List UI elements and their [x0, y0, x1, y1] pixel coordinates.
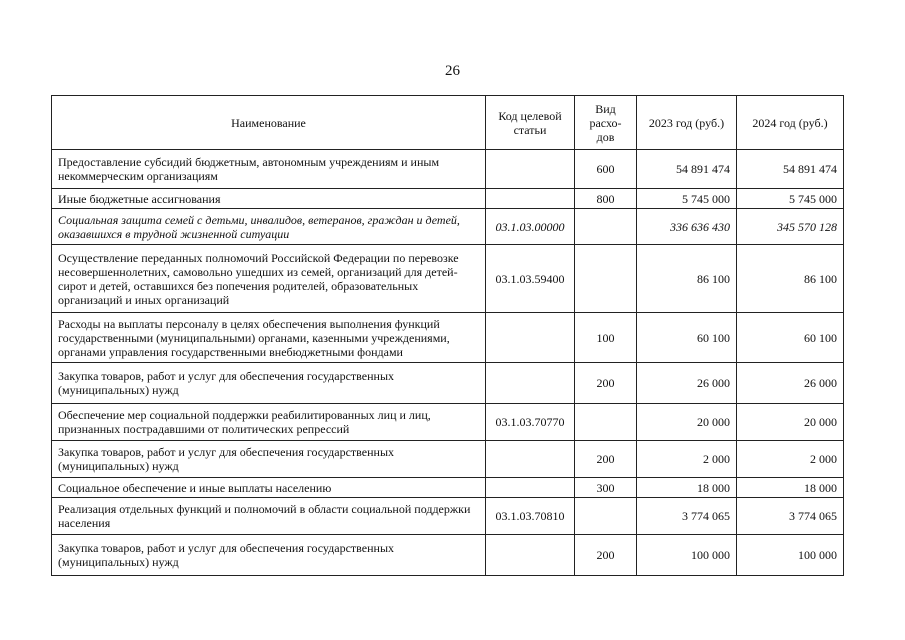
row-amount-2024: 345 570 128 [737, 209, 844, 245]
row-amount-2024: 86 100 [737, 245, 844, 313]
row-amount-2024: 2 000 [737, 441, 844, 478]
row-amount-2023: 5 745 000 [637, 189, 737, 209]
row-code: 03.1.03.70810 [486, 498, 575, 535]
row-code: 03.1.03.59400 [486, 245, 575, 313]
row-amount-2024: 54 891 474 [737, 150, 844, 189]
page-number: 26 [445, 63, 460, 79]
row-amount-2024: 18 000 [737, 478, 844, 498]
row-amount-2023: 20 000 [637, 404, 737, 441]
table-row [52, 209, 844, 245]
row-expense-type: 300 [575, 478, 637, 498]
row-amount-2023: 336 636 430 [637, 209, 737, 245]
header-code: Код целевой статьи [486, 96, 575, 150]
table-row [52, 498, 844, 535]
table-row [52, 189, 844, 209]
row-code [486, 189, 575, 209]
row-name: Закупка товаров, работ и услуг для обеспечения государственных (муниципальных) нужд [52, 441, 486, 478]
table-row [52, 535, 844, 576]
header-type: Вид расхо-дов [575, 96, 637, 150]
table-row [52, 245, 844, 313]
row-expense-type [575, 209, 637, 245]
row-name: Расходы на выплаты персоналу в целях обеспечения выполнения функций государственными (муниципальными) органами, казенными учреждениями, органами управления государственными внебюджетными фондами [52, 313, 486, 363]
table-row [52, 363, 844, 404]
row-name: Иные бюджетные ассигнования [52, 189, 486, 209]
header-2024: 2024 год (руб.) [737, 96, 844, 150]
row-amount-2023: 86 100 [637, 245, 737, 313]
header-name: Наименование [52, 96, 486, 150]
table-row [52, 441, 844, 478]
table-row [52, 404, 844, 441]
row-expense-type [575, 404, 637, 441]
header-row [52, 96, 844, 150]
table-row [52, 313, 844, 363]
row-code [486, 313, 575, 363]
budget-table [51, 95, 844, 576]
row-amount-2023: 60 100 [637, 313, 737, 363]
row-name: Закупка товаров, работ и услуг для обеспечения государственных (муниципальных) нужд [52, 535, 486, 576]
header-2023: 2023 год (руб.) [637, 96, 737, 150]
row-amount-2024: 5 745 000 [737, 189, 844, 209]
row-name: Закупка товаров, работ и услуг для обеспечения государственных (муниципальных) нужд [52, 363, 486, 404]
row-expense-type: 200 [575, 363, 637, 404]
row-amount-2024: 26 000 [737, 363, 844, 404]
row-code [486, 363, 575, 404]
row-amount-2024: 20 000 [737, 404, 844, 441]
row-expense-type: 100 [575, 313, 637, 363]
row-code [486, 535, 575, 576]
row-code [486, 150, 575, 189]
row-amount-2023: 26 000 [637, 363, 737, 404]
table-row [52, 150, 844, 189]
row-amount-2024: 3 774 065 [737, 498, 844, 535]
row-expense-type: 600 [575, 150, 637, 189]
row-code: 03.1.03.70770 [486, 404, 575, 441]
row-amount-2024: 100 000 [737, 535, 844, 576]
row-amount-2024: 60 100 [737, 313, 844, 363]
row-expense-type [575, 498, 637, 535]
row-expense-type: 200 [575, 535, 637, 576]
row-expense-type: 800 [575, 189, 637, 209]
row-name: Предоставление субсидий бюджетным, автономным учреждениям и иным некоммерческим организациям [52, 150, 486, 189]
row-expense-type [575, 245, 637, 313]
row-code [486, 478, 575, 498]
table-body [52, 150, 844, 576]
row-amount-2023: 54 891 474 [637, 150, 737, 189]
row-code [486, 441, 575, 478]
row-name: Обеспечение мер социальной поддержки реабилитированных лиц и лиц, признанных пострадавшими от политических репрессий [52, 404, 486, 441]
row-expense-type: 200 [575, 441, 637, 478]
row-amount-2023: 18 000 [637, 478, 737, 498]
row-name: Реализация отдельных функций и полномочий в области социальной поддержки населения [52, 498, 486, 535]
table-row [52, 478, 844, 498]
row-name: Социальная защита семей с детьми, инвалидов, ветеранов, граждан и детей, оказавшихся в трудной жизненной ситуации [52, 209, 486, 245]
row-name: Социальное обеспечение и иные выплаты населению [52, 478, 486, 498]
row-code: 03.1.03.00000 [486, 209, 575, 245]
row-amount-2023: 100 000 [637, 535, 737, 576]
row-amount-2023: 2 000 [637, 441, 737, 478]
row-name: Осуществление переданных полномочий Российской Федерации по перевозке несовершеннолетних, самовольно ушедших из семей, организаций для детей-сирот и детей, оставшихся без попечения родителей, образовательных организаций и иных организаций [52, 245, 486, 313]
row-amount-2023: 3 774 065 [637, 498, 737, 535]
